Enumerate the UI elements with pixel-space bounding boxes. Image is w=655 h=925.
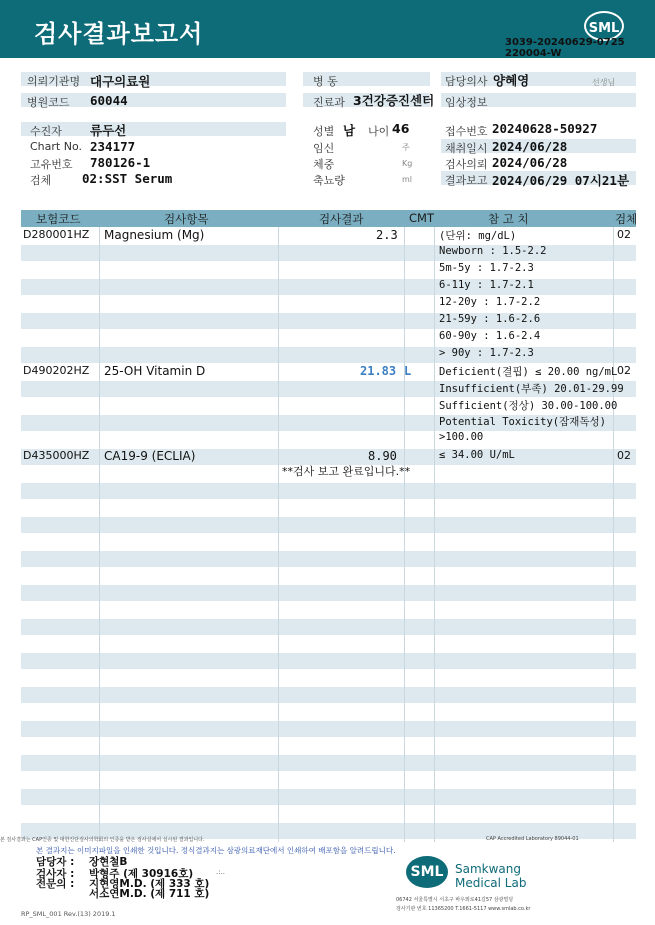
hospital-code-label: 병원코드 <box>27 96 70 109</box>
staff-role: 검사자 : <box>36 868 75 880</box>
header-specimen: 검체 <box>615 212 638 226</box>
staff-role: 담당자 : <box>36 856 75 868</box>
staff-name: 박형주 (제 30916호) <box>89 868 194 880</box>
sex-value: 남 <box>343 123 356 138</box>
table-stripe <box>21 483 636 499</box>
reference-line: 12-20y : 1.7-2.2 <box>439 296 541 308</box>
pregnancy-unit: 주 <box>402 143 410 152</box>
report-date-label: 결과보고 <box>445 174 488 187</box>
reference-line: > 90y : 1.7-2.3 <box>439 347 534 359</box>
header-reference: 참 고 치 <box>488 212 529 226</box>
report-date-value: 2024/06/29 07시21분 <box>492 173 630 188</box>
reference-line: Deficient(결핍) ≤ 20.00 ng/mL <box>439 366 618 378</box>
header-code: 보험코드 <box>36 212 81 226</box>
reference-line: ≤ 34.00 U/mL <box>439 449 515 461</box>
table-stripe <box>21 551 636 567</box>
row-flag: L <box>404 364 412 378</box>
row-result: 21.83 <box>360 364 397 378</box>
reference-line: Newborn : 1.5-2.2 <box>439 245 547 257</box>
patient-label: 수진자 <box>30 125 62 138</box>
table-stripe <box>21 653 636 669</box>
reference-line: (단위: mg/dL) <box>439 230 517 242</box>
unique-no-label: 고유번호 <box>30 158 73 171</box>
row-code: D280001HZ <box>23 228 90 241</box>
reference-line: 6-11y : 1.7-2.1 <box>439 279 534 291</box>
hospital-code-value: 60044 <box>90 93 128 108</box>
department-value: 3건강증진센터 <box>353 93 435 108</box>
report-number-sub: 220004-W <box>505 48 562 59</box>
collection-date-label: 채취일시 <box>445 142 488 155</box>
department-label: 진료과 <box>313 96 345 109</box>
doctor-value: 양혜영 <box>493 73 530 88</box>
specimen-value: 02:SST Serum <box>82 171 173 186</box>
reference-line: 60-90y : 1.6-2.4 <box>439 330 541 342</box>
table-stripe <box>21 755 636 771</box>
patient-value: 류두선 <box>90 123 127 138</box>
age-label: 나이 <box>368 125 390 138</box>
specimen-label: 검체 <box>30 174 52 187</box>
urine-unit: ml <box>402 175 413 184</box>
weight-unit: Kg <box>402 159 413 168</box>
sml-logo-icon: SML <box>584 11 624 41</box>
table-stripe <box>21 619 636 635</box>
table-stripe <box>21 789 636 805</box>
accreditation-disclaimer: 본 검사결과는 CAP인증 및 대한진단검사의학회의 인증을 받은 검사실에서 실시된 결과입니다. <box>0 837 205 843</box>
staff-name: 서소연M.D. (제 711 호) <box>89 888 210 900</box>
reference-line: Sufficient(정상) 30.00-100.00 <box>439 400 618 412</box>
doctor-label: 담당의사 <box>445 75 488 88</box>
form-code: RP_SML_001 Rev.(13) 2019.1 <box>21 910 116 918</box>
staff-name: 장현철B <box>89 856 128 868</box>
ward-label: 병 동 <box>313 75 338 88</box>
urine-label: 축뇨량 <box>313 174 345 187</box>
request-date-label: 검사의뢰 <box>445 158 488 171</box>
institution-label: 의뢰기관명 <box>27 75 81 88</box>
table-stripe <box>21 721 636 737</box>
age-value: 46 <box>392 121 410 136</box>
lab-name-line2: Medical Lab <box>455 876 527 890</box>
unique-no-value: 780126-1 <box>90 155 151 170</box>
sml-lab-logo-icon: SML <box>406 856 448 888</box>
column-divider <box>613 227 614 842</box>
table-stripe <box>21 347 636 363</box>
weight-label: 체중 <box>313 158 335 171</box>
reference-line: 5m-5y : 1.7-2.3 <box>439 262 534 274</box>
reference-line: 21-59y : 1.6-2.6 <box>439 313 541 325</box>
signature-mark: .:.. <box>216 868 226 876</box>
header-result: 검사결과 <box>319 212 364 226</box>
reference-line: Insufficient(부족) 20.01-29.99 <box>439 383 624 395</box>
row-code: D435000HZ <box>23 449 90 462</box>
lab-contact: 검사기관 번호 11365200 T.1661-5117 www.smlab.co.kr <box>396 906 531 912</box>
row-specimen: 02 <box>617 228 631 241</box>
table-stripe <box>21 687 636 703</box>
row-result: 2.3 <box>376 228 398 242</box>
header-item: 검사항목 <box>164 212 209 226</box>
table-stripe <box>21 517 636 533</box>
institution-value: 대구의료원 <box>90 74 151 89</box>
row-specimen: 02 <box>617 449 631 462</box>
column-divider <box>404 227 405 842</box>
image-print-notice: 본 결과지는 이미지파일을 인쇄한 것입니다. 정식결과지는 삼광의료재단에서 인쇄하여 배포함을 알려드립니다. <box>36 846 396 855</box>
chart-no-label: Chart No. <box>30 140 82 153</box>
row-code: D490202HZ <box>23 364 90 377</box>
staff-name: 지현영M.D. (제 333 호) <box>89 878 210 890</box>
receipt-no-value: 20240628-50927 <box>492 121 598 136</box>
row-item: 25-OH Vitamin D <box>104 364 206 378</box>
lab-name-line1: Samkwang <box>455 862 521 876</box>
reference-line: Potential Toxicity(잠재독성) <box>439 416 607 428</box>
row-specimen: 02 <box>617 364 631 377</box>
sex-label: 성별 <box>313 125 335 138</box>
reference-line: >100.00 <box>439 431 484 443</box>
staff-role: 전문의 : <box>36 878 75 890</box>
row-result: 8.90 <box>368 449 397 463</box>
table-stripe <box>21 585 636 601</box>
row-item: Magnesium (Mg) <box>104 228 205 242</box>
column-divider <box>434 227 435 842</box>
table-stripe <box>21 313 636 329</box>
collection-date-value: 2024/06/28 <box>492 139 568 154</box>
cap-note: CAP Accredited Laboratory 89044-01 <box>486 836 579 842</box>
doctor-suffix: 선생님 <box>592 78 616 87</box>
column-divider <box>278 227 279 842</box>
row-item: CA19-9 (ECLIA) <box>104 449 196 463</box>
chart-no-value: 234177 <box>90 139 136 154</box>
report-title: 검사결과보고서 <box>34 20 204 48</box>
lab-address: 06742 서울특별시 서초구 바우뫼로41길57 삼광빌딩 <box>396 897 514 903</box>
request-date-value: 2024/06/28 <box>492 155 568 170</box>
pregnancy-label: 임신 <box>313 142 335 155</box>
table-stripe <box>21 279 636 295</box>
clinical-info-label: 임상정보 <box>445 96 488 109</box>
header-cmt: CMT <box>409 211 434 225</box>
receipt-no-label: 접수번호 <box>445 125 488 138</box>
report-complete-note: **검사 보고 완료입니다.** <box>282 465 411 478</box>
report-number: 3039-20240629-0725 <box>505 37 625 48</box>
column-divider <box>99 227 100 842</box>
